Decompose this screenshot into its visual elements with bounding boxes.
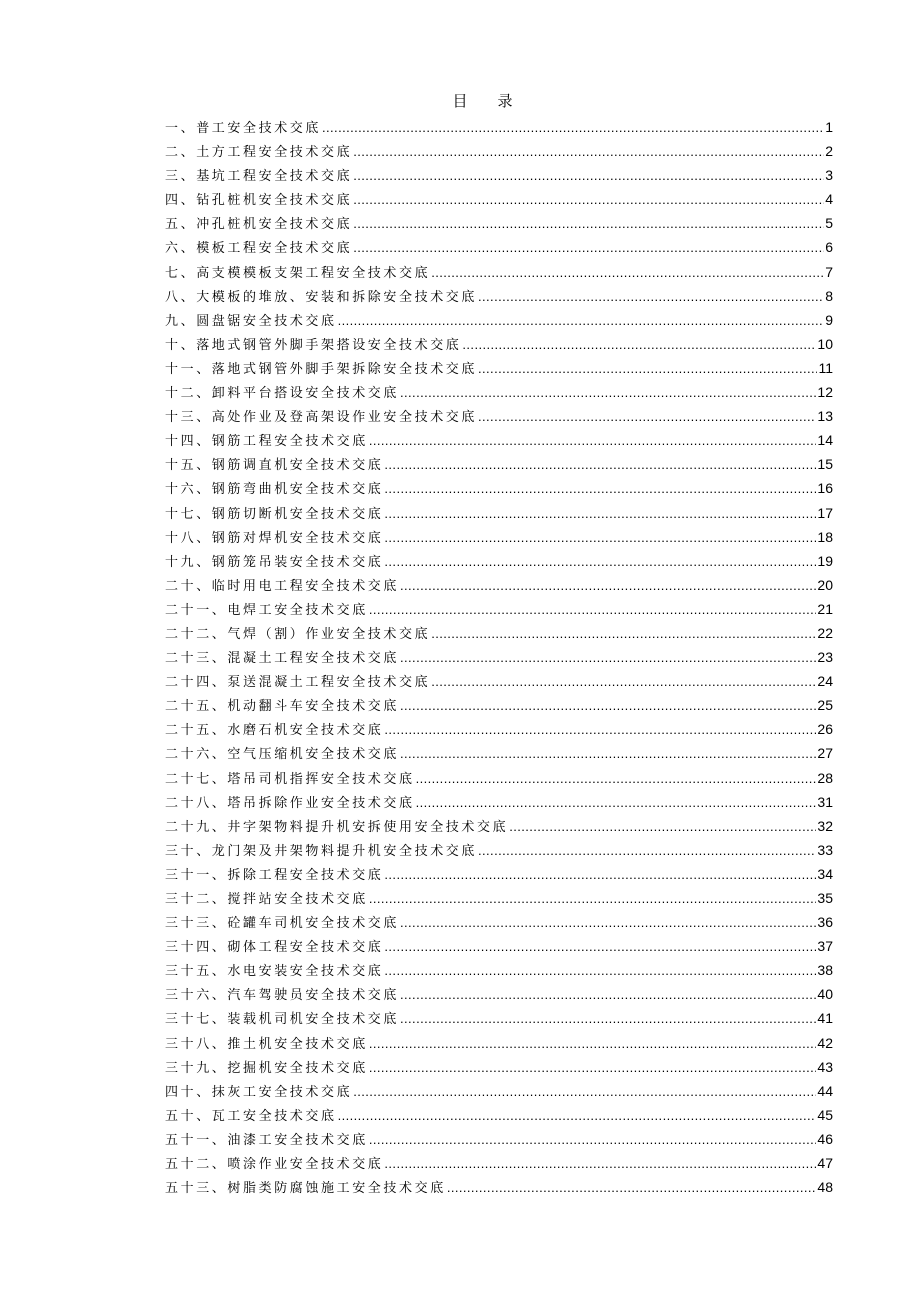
- toc-entry[interactable]: [165, 1031, 833, 1055]
- toc-dot-leader: [338, 1104, 817, 1128]
- toc-entry-page-number[interactable]: 18: [817, 528, 833, 545]
- toc-dot-leader: [384, 863, 816, 887]
- toc-entry[interactable]: [165, 766, 833, 790]
- toc-entry[interactable]: [165, 838, 833, 862]
- toc-dot-leader: [416, 767, 817, 791]
- toc-dot-leader: [369, 1056, 817, 1080]
- toc-entry-label[interactable]: 三十七、装载机司机安全技术交底: [165, 1012, 400, 1028]
- toc-entry[interactable]: [165, 356, 833, 380]
- toc-dot-leader: [353, 188, 824, 212]
- toc-entry[interactable]: [165, 910, 833, 934]
- toc-dot-leader: [400, 694, 816, 718]
- toc-entry-page-number[interactable]: 2: [825, 143, 833, 160]
- toc-entry-label[interactable]: 三十八、推土机安全技术交底: [165, 1036, 368, 1052]
- toc-entry-label[interactable]: 二十九、井字架物料提升机安拆使用安全技术交底: [165, 819, 509, 835]
- toc-entry-page-number[interactable]: 1: [825, 119, 833, 135]
- toc-dot-leader: [462, 333, 816, 357]
- toc-entry[interactable]: [165, 958, 833, 982]
- toc-entry-page-number[interactable]: 15: [817, 456, 833, 473]
- toc-entry-label[interactable]: 二十二、气焊（割）作业安全技术交底: [165, 626, 431, 642]
- toc-entry-label[interactable]: 五十一、油漆工安全技术交底: [165, 1132, 368, 1148]
- toc-entry-page-number[interactable]: 22: [817, 624, 833, 641]
- toc-entry-label[interactable]: 五十三、树脂类防腐蚀施工安全技术交底: [165, 1181, 446, 1197]
- toc-entry-page-number[interactable]: 5: [825, 215, 833, 232]
- toc-entry-page-number[interactable]: 10: [817, 335, 833, 352]
- toc-dot-leader: [322, 116, 824, 140]
- toc-entry-page-number[interactable]: 16: [817, 480, 833, 497]
- toc-entry[interactable]: [165, 693, 833, 717]
- toc-entry-label[interactable]: 二十六、空气压缩机安全技术交底: [165, 747, 400, 763]
- toc-entry-page-number[interactable]: 23: [817, 649, 833, 666]
- toc-entry-page-number[interactable]: 45: [817, 1106, 833, 1123]
- toc-entry[interactable]: [165, 1079, 833, 1103]
- toc-entry[interactable]: [165, 669, 833, 693]
- toc-dot-leader: [416, 791, 817, 815]
- toc-entry-label[interactable]: 一、普工安全技术交底: [165, 121, 322, 136]
- toc-dot-leader: [369, 1128, 817, 1152]
- toc-dot-leader: [384, 935, 816, 959]
- toc-entry[interactable]: [165, 115, 833, 139]
- toc-entry-page-number[interactable]: 17: [817, 504, 833, 521]
- toc-dot-leader: [400, 646, 816, 670]
- toc-entry[interactable]: [165, 982, 833, 1006]
- toc-entry[interactable]: [165, 573, 833, 597]
- toc-entry-page-number[interactable]: 46: [817, 1130, 833, 1147]
- toc-dot-leader: [400, 574, 816, 598]
- toc-entry-label[interactable]: 三十二、搅拌站安全技术交底: [165, 892, 368, 907]
- toc-entry-label[interactable]: 二十、临时用电工程安全技术交底: [165, 578, 400, 594]
- toc-entry-label[interactable]: 十三、高处作业及登高架设作业安全技术交底: [165, 410, 478, 426]
- toc-entry-label[interactable]: 十一、落地式钢管外脚手架拆除安全技术交底: [165, 361, 478, 377]
- toc-entry-label[interactable]: 四十、抹灰工安全技术交底: [165, 1084, 353, 1100]
- toc-entry-page-number[interactable]: 44: [817, 1082, 833, 1099]
- toc-title: [0, 90, 920, 111]
- toc-dot-leader: [353, 212, 824, 236]
- toc-entry[interactable]: [165, 284, 833, 308]
- toc-entry-page-number[interactable]: 20: [817, 576, 833, 593]
- toc-entry-page-number[interactable]: 32: [817, 817, 833, 834]
- toc-entry-label[interactable]: 二十八、塔吊拆除作业安全技术交底: [165, 795, 415, 811]
- toc-entry-label[interactable]: 五十二、喷涂作业安全技术交底: [165, 1157, 384, 1173]
- toc-dot-leader: [384, 718, 816, 742]
- toc-entry-label[interactable]: 二十五、水磨石机安全技术交底: [165, 723, 384, 739]
- toc-entry-page-number[interactable]: 4: [825, 191, 833, 208]
- toc-entry[interactable]: [165, 862, 833, 886]
- toc-dot-leader: [478, 285, 824, 309]
- toc-entry-page-number[interactable]: 33: [817, 841, 833, 858]
- toc-entry[interactable]: [165, 597, 833, 621]
- toc-entry[interactable]: [165, 886, 833, 910]
- toc-entry-page-number[interactable]: 36: [817, 914, 833, 931]
- toc-entry[interactable]: [165, 934, 833, 958]
- toc-entry[interactable]: [165, 645, 833, 669]
- toc-dot-leader: [478, 357, 817, 381]
- toc-entry-label[interactable]: 三十四、砌体工程安全技术交底: [165, 940, 384, 956]
- toc-dot-leader: [384, 477, 816, 501]
- toc-dot-leader: [400, 983, 816, 1007]
- toc-entry-page-number[interactable]: 8: [825, 287, 833, 304]
- toc-entry[interactable]: [165, 211, 833, 235]
- toc-entry-label[interactable]: 二十一、电焊工安全技术交底: [165, 602, 368, 618]
- toc-entry-page-number[interactable]: 3: [825, 167, 833, 184]
- toc-entry-label[interactable]: 十八、钢筋对焊机安全技术交底: [165, 530, 384, 546]
- toc-entry[interactable]: [165, 428, 833, 452]
- toc-entry[interactable]: [165, 163, 833, 187]
- toc-entry-page-number[interactable]: 41: [817, 1010, 833, 1027]
- toc-entry-label[interactable]: 十四、钢筋工程安全技术交底: [165, 434, 368, 450]
- toc-dot-leader: [369, 598, 817, 622]
- toc-entry-page-number[interactable]: 31: [817, 793, 833, 810]
- toc-entry-page-number[interactable]: 13: [817, 408, 833, 425]
- toc-dot-leader: [447, 1176, 817, 1200]
- toc-entry-label[interactable]: 三十九、挖掘机安全技术交底: [165, 1060, 368, 1076]
- toc-dot-leader: [369, 887, 817, 911]
- toc-entry[interactable]: [165, 308, 833, 332]
- toc-dot-leader: [400, 911, 816, 935]
- toc-entry-label[interactable]: 四、钻孔桩机安全技术交底: [165, 193, 353, 209]
- toc-entry-label[interactable]: 三十六、汽车驾驶员安全技术交底: [165, 988, 400, 1004]
- toc-entry[interactable]: [165, 235, 833, 259]
- toc-dot-leader: [509, 815, 816, 839]
- toc-dot-leader: [431, 670, 816, 694]
- toc-entry-page-number[interactable]: 38: [817, 962, 833, 979]
- toc-entry[interactable]: [165, 260, 833, 284]
- toc-entry-page-number[interactable]: 26: [817, 721, 833, 738]
- toc-entry[interactable]: [165, 549, 833, 573]
- toc-entry-page-number[interactable]: 27: [817, 745, 833, 762]
- toc-dot-leader: [353, 164, 824, 188]
- toc-entry-page-number[interactable]: 6: [825, 239, 833, 256]
- toc-entry-page-number[interactable]: 43: [817, 1058, 833, 1075]
- toc-entry[interactable]: [165, 1151, 833, 1175]
- toc-entry-label[interactable]: 九、圆盘锯安全技术交底: [165, 313, 337, 329]
- toc-entry[interactable]: [165, 621, 833, 645]
- toc-entry[interactable]: [165, 187, 833, 211]
- toc-entry-page-number[interactable]: 7: [825, 263, 833, 280]
- toc-dot-leader: [384, 453, 816, 477]
- toc-entry-page-number[interactable]: 25: [817, 697, 833, 714]
- toc-entry-page-number[interactable]: 48: [817, 1179, 833, 1196]
- toc-dot-leader: [338, 309, 825, 333]
- toc-entry-label[interactable]: 五、冲孔桩机安全技术交底: [165, 217, 353, 233]
- toc-dot-leader: [384, 502, 816, 526]
- toc-entry-page-number[interactable]: 47: [817, 1155, 833, 1172]
- toc-dot-leader: [353, 140, 824, 164]
- toc-entry[interactable]: [165, 332, 833, 356]
- toc-entry[interactable]: [165, 814, 833, 838]
- toc-entry-label[interactable]: 七、高支模模板支架工程安全技术交底: [165, 265, 431, 281]
- toc-entry[interactable]: [165, 380, 833, 404]
- toc-entry[interactable]: [165, 1103, 833, 1127]
- toc-entry-label[interactable]: 三十一、拆除工程安全技术交底: [165, 867, 384, 883]
- toc-entry-page-number[interactable]: 14: [817, 432, 833, 449]
- toc-entry-label[interactable]: 十五、钢筋调直机安全技术交底: [165, 458, 384, 474]
- toc-entry-label[interactable]: 二、土方工程安全技术交底: [165, 145, 353, 161]
- toc-entry-label[interactable]: 三、基坑工程安全技术交底: [165, 169, 353, 185]
- toc-entry[interactable]: [165, 139, 833, 163]
- toc-entry-label[interactable]: 十二、卸料平台搭设安全技术交底: [165, 386, 400, 402]
- toc-entry[interactable]: [165, 1175, 833, 1199]
- toc-dot-leader: [431, 261, 824, 285]
- toc-entry[interactable]: [165, 1055, 833, 1079]
- toc-entry[interactable]: [165, 452, 833, 476]
- toc-entry[interactable]: [165, 1127, 833, 1151]
- toc-dot-leader: [384, 526, 816, 550]
- toc-dot-leader: [353, 1080, 816, 1104]
- toc-dot-leader: [384, 1152, 816, 1176]
- toc-entry-label[interactable]: 十九、钢筋笼吊装安全技术交底: [165, 554, 384, 570]
- toc-entry[interactable]: [165, 501, 833, 525]
- toc-entry-label[interactable]: 三十五、水电安装安全技术交底: [165, 964, 384, 980]
- toc-entry-label[interactable]: 十七、钢筋切断机安全技术交底: [165, 506, 384, 522]
- toc-entry-page-number[interactable]: 19: [817, 552, 833, 569]
- toc-entry-label[interactable]: 二十七、塔吊司机指挥安全技术交底: [165, 771, 415, 787]
- toc-entry-page-number[interactable]: 28: [817, 769, 833, 786]
- toc-entry-page-number[interactable]: 9: [825, 311, 833, 328]
- toc-entry-label[interactable]: 二十四、泵送混凝土工程安全技术交底: [165, 675, 431, 691]
- toc-dot-leader: [369, 1032, 817, 1056]
- toc-dot-leader: [353, 236, 824, 260]
- toc-list: [165, 115, 833, 1199]
- toc-entry-page-number[interactable]: 37: [817, 938, 833, 955]
- toc-entry-page-number[interactable]: 21: [817, 600, 833, 617]
- toc-entry-page-number[interactable]: 35: [817, 890, 833, 906]
- toc-entry-page-number[interactable]: 24: [817, 673, 833, 690]
- toc-dot-leader: [400, 381, 816, 405]
- toc-entry-page-number[interactable]: 12: [817, 384, 833, 401]
- toc-entry-label[interactable]: 八、大模板的堆放、安装和拆除安全技术交底: [165, 289, 478, 305]
- toc-entry[interactable]: [165, 717, 833, 741]
- toc-dot-leader: [478, 839, 816, 863]
- toc-entry-page-number[interactable]: 42: [817, 1034, 833, 1051]
- toc-entry-label[interactable]: 三十三、砼罐车司机安全技术交底: [165, 916, 400, 932]
- toc-entry[interactable]: [165, 1006, 833, 1030]
- toc-entry-label[interactable]: 六、模板工程安全技术交底: [165, 241, 353, 257]
- toc-title-part1: 目: [452, 92, 468, 110]
- toc-entry-page-number[interactable]: 40: [817, 986, 833, 1003]
- toc-entry-page-number[interactable]: 11: [818, 359, 833, 376]
- toc-dot-leader: [384, 550, 816, 574]
- toc-dot-leader: [384, 959, 816, 983]
- toc-dot-leader: [400, 742, 816, 766]
- toc-dot-leader: [400, 1007, 816, 1031]
- toc-entry-label[interactable]: 三十、龙门架及井架物料提升机安全技术交底: [165, 843, 478, 859]
- toc-dot-leader: [478, 405, 816, 429]
- toc-entry-label[interactable]: 二十五、机动翻斗车安全技术交底: [165, 699, 400, 715]
- toc-entry[interactable]: [165, 476, 833, 500]
- toc-entry-label[interactable]: 十、落地式钢管外脚手架搭设安全技术交底: [165, 337, 462, 353]
- toc-entry-label[interactable]: 五十、瓦工安全技术交底: [165, 1108, 337, 1124]
- toc-dot-leader: [431, 622, 816, 646]
- toc-entry[interactable]: [165, 741, 833, 765]
- toc-entry[interactable]: [165, 525, 833, 549]
- toc-entry[interactable]: [165, 404, 833, 428]
- toc-entry-page-number[interactable]: 34: [817, 865, 833, 882]
- toc-dot-leader: [369, 429, 817, 453]
- toc-entry[interactable]: [165, 790, 833, 814]
- toc-entry-label[interactable]: 二十三、混凝土工程安全技术交底: [165, 651, 400, 667]
- toc-title-part2: 录: [497, 92, 513, 110]
- toc-entry-label[interactable]: 十六、钢筋弯曲机安全技术交底: [165, 482, 384, 498]
